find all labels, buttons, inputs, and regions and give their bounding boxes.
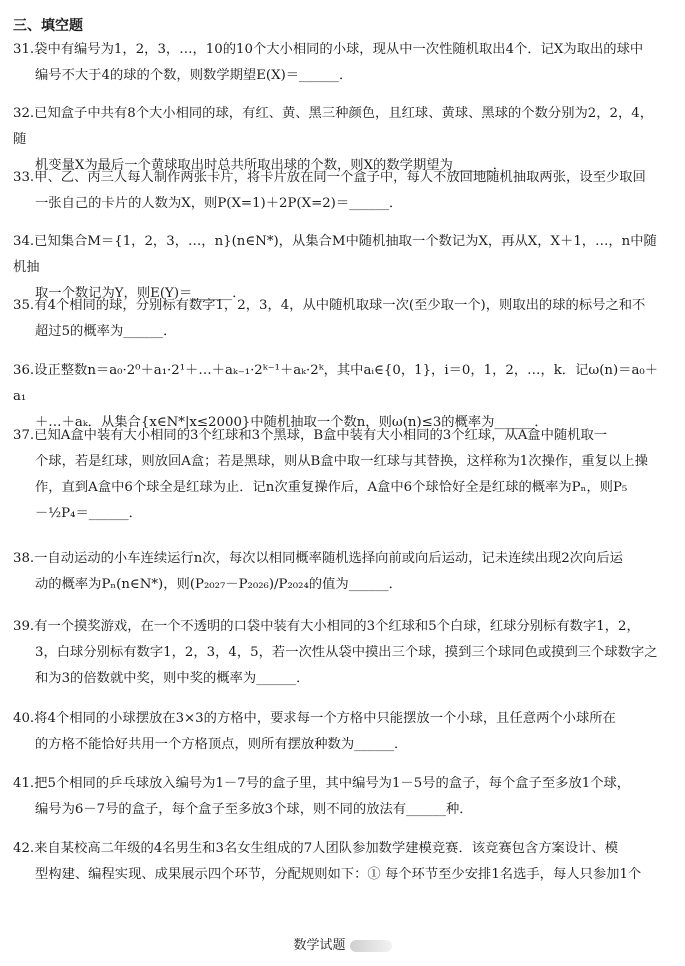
question-number: 36. [13, 363, 35, 378]
question-line: 编号为6－7号的盒子，每个盒子至多放3个球，则不同的放法有______种． [35, 802, 473, 817]
question-line: 型构建、编程实现、成果展示四个环节，分配规则如下：① 每个环节至少安排1名选手，每人只参加1个 [35, 867, 642, 882]
question-number: 40. [13, 711, 35, 726]
question-line: －½P₄＝______． [35, 506, 142, 521]
question-line: ＋…＋aₖ．从集合{x∈N*|x≤2000}中随机抽取一个数n，则ω(n)≤3的概率为______． [35, 415, 548, 430]
question-line: 超过5的概率为______． [35, 324, 177, 339]
question-number: 37. [13, 428, 35, 443]
question-line: 甲、乙、丙三人每人制作两张卡片，将卡片放在同一个盒子中，每人不放回地随机抽取两张，设至少取回 [34, 170, 646, 185]
page-footer [0, 934, 685, 953]
question-line: 来自某校高二年级的4名男生和3名女生组成的7人团队参加数学建模竞赛．该竞赛包含方案设计、模 [34, 841, 619, 856]
question-number: 32. [13, 106, 35, 121]
question-40 [13, 706, 665, 758]
question-line: 个球，若是红球，则放回A盒；若是黑球，则从B盒中取一红球与其替换，这样称为1次操作，重复以上操 [35, 454, 648, 469]
question-38 [13, 546, 665, 598]
question-line: 作，直到A盒中6个球全是红球为止．记n次重复操作后，A盒中6个球恰好全是红球的概率为Pₙ，则P₅ [35, 480, 628, 495]
question-number: 33. [13, 170, 35, 185]
question-33 [13, 165, 665, 217]
question-number: 35. [13, 298, 35, 313]
question-37 [13, 423, 665, 527]
question-line: 机变量X为最后一个黄球取出时总共所取出球的个数，则X的数学期望为______． [35, 158, 507, 173]
question-line: 已知集合M＝{1，2，3，…，n}(n∈N*)，从集合M中随机抽取一个数记为X，再从X，X＋1，…，n中随机抽 [13, 234, 657, 275]
question-line: 将4个相同的小球摆放在3×3的方格中，要求每一个方格中只能摆放一个小球，且任意两个小球所在 [34, 711, 616, 726]
question-number: 38. [13, 551, 35, 566]
question-31 [13, 37, 665, 89]
question-39 [13, 614, 665, 692]
question-line: 一自动运动的小车连续运行n次，每次以相同概率随机选择向前或向后运动，记未连续出现2次向后运 [34, 551, 623, 566]
question-35 [13, 293, 665, 345]
question-line: 取一个数记为Y，则E(Y)＝______． [35, 286, 246, 301]
question-number: 42. [13, 841, 35, 856]
footer-label: 数学试题 [293, 938, 346, 953]
question-line: 和为3的倍数就中奖，则中奖的概率为______． [35, 671, 310, 686]
question-line: 一张自己的卡片的人数为X，则P(X=1)＋2P(X=2)＝______． [35, 196, 403, 211]
question-line: 有一个摸奖游戏，在一个不透明的口袋中装有大小相同的3个红球和5个白球，红球分别标有数字1，2， [34, 619, 640, 634]
question-42 [13, 836, 665, 888]
question-number: 31. [13, 42, 35, 57]
question-line: 把5个相同的乒乓球放入编号为1－7号的盒子里，其中编号为1－5号的盒子，每个盒子至多放1个球， [34, 776, 631, 791]
question-line: 设正整数n＝a₀·2⁰＋a₁·2¹＋…＋aₖ₋₁·2ᵏ⁻¹＋aₖ·2ᵏ，其中aᵢ∈{0，1}，i＝0，1，2，…，k．记ω(n)＝a₀＋a₁ [13, 363, 659, 404]
question-line: 已知A盒中装有大小相同的3个红球和3个黑球，B盒中装有大小相同的3个红球，从A盒中随机取一 [34, 428, 608, 443]
page-number-smudge [350, 940, 392, 952]
question-line: 动的概率为Pₙ(n∈N*)，则(P₂₀₂₇－P₂₀₂₆)/P₂₀₂₄的值为______． [35, 577, 402, 592]
question-41 [13, 771, 665, 823]
question-number: 34. [13, 234, 35, 249]
question-line: 袋中有编号为1，2，3，…，10的10个大小相同的小球，现从中一次性随机取出4个．记X为取出的球中 [34, 42, 644, 57]
question-line: 已知盒子中共有8个大小相同的球，有红、黄、黑三种颜色，且红球、黄球、黑球的个数分别为2，2，4，随 [13, 106, 654, 147]
question-number: 39. [13, 619, 35, 634]
question-line: 有4个相同的球，分别标有数字1，2，3，4，从中随机取球一次(至少取一个)，则取出的球的标号之和不 [34, 298, 646, 313]
question-line: 编号不大于4的球的个数，则数学期望E(X)＝______． [35, 68, 353, 83]
question-line: 的方格不能恰好共用一个方格顶点，则所有摆放种数为______． [35, 737, 408, 752]
question-line: 3，白球分别标有数字1，2，3，4，5，若一次性从袋中摸出三个球，摸到三个球同色或摸到三个球数字之 [35, 645, 658, 660]
question-number: 41. [13, 776, 35, 791]
section-title: 三、填空题 [13, 18, 83, 34]
